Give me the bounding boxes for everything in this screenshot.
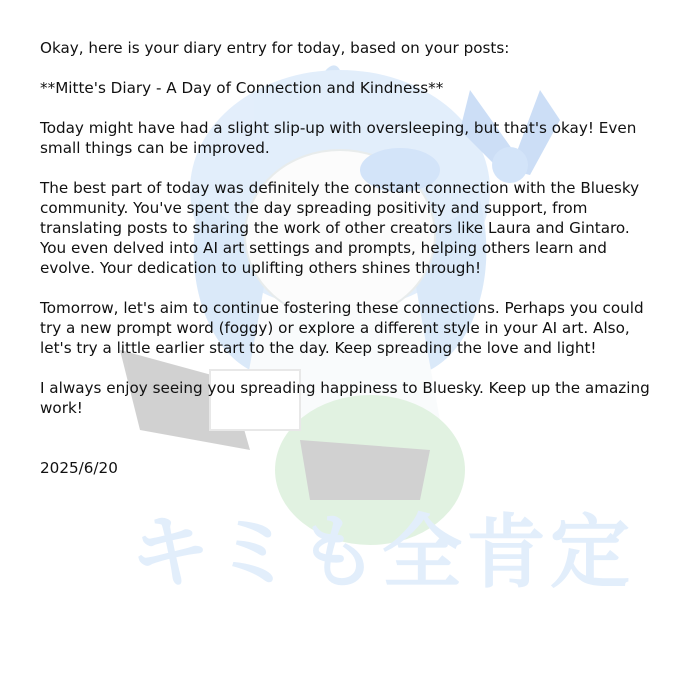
diary-paragraph: Today might have had a slight slip-up with oversleeping, but that's okay! Even small things can be improved.: [40, 119, 642, 157]
diary-paragraph: Tomorrow, let's aim to continue fostering these connections. Perhaps you could try a new prompt word (foggy) or explore a different style in your AI art. Also, let's try a little earlier start to the day. Keep spreading the love and light!: [40, 299, 649, 357]
watermark-lettering: キミも全肯定: [130, 506, 634, 599]
diary-entry: [40, 38, 655, 498]
diary-paragraph: The best part of today was definitely the constant connection with the Bluesky community. You've spent the day spreading positivity and support, from translating posts to sharing the work of other creators like Laura and Gintaro. You even delved into AI art settings and prompts, helping others learn and evolve. Your dedication to uplifting others shines through!: [40, 179, 644, 277]
diary-date: 2025/6/20: [40, 459, 118, 477]
diary-title: **Mitte's Diary - A Day of Connection and Kindness**: [40, 79, 444, 97]
diary-paragraph: I always enjoy seeing you spreading happiness to Bluesky. Keep up the amazing work!: [40, 379, 655, 417]
diary-intro: Okay, here is your diary entry for today, based on your posts:: [40, 39, 510, 57]
